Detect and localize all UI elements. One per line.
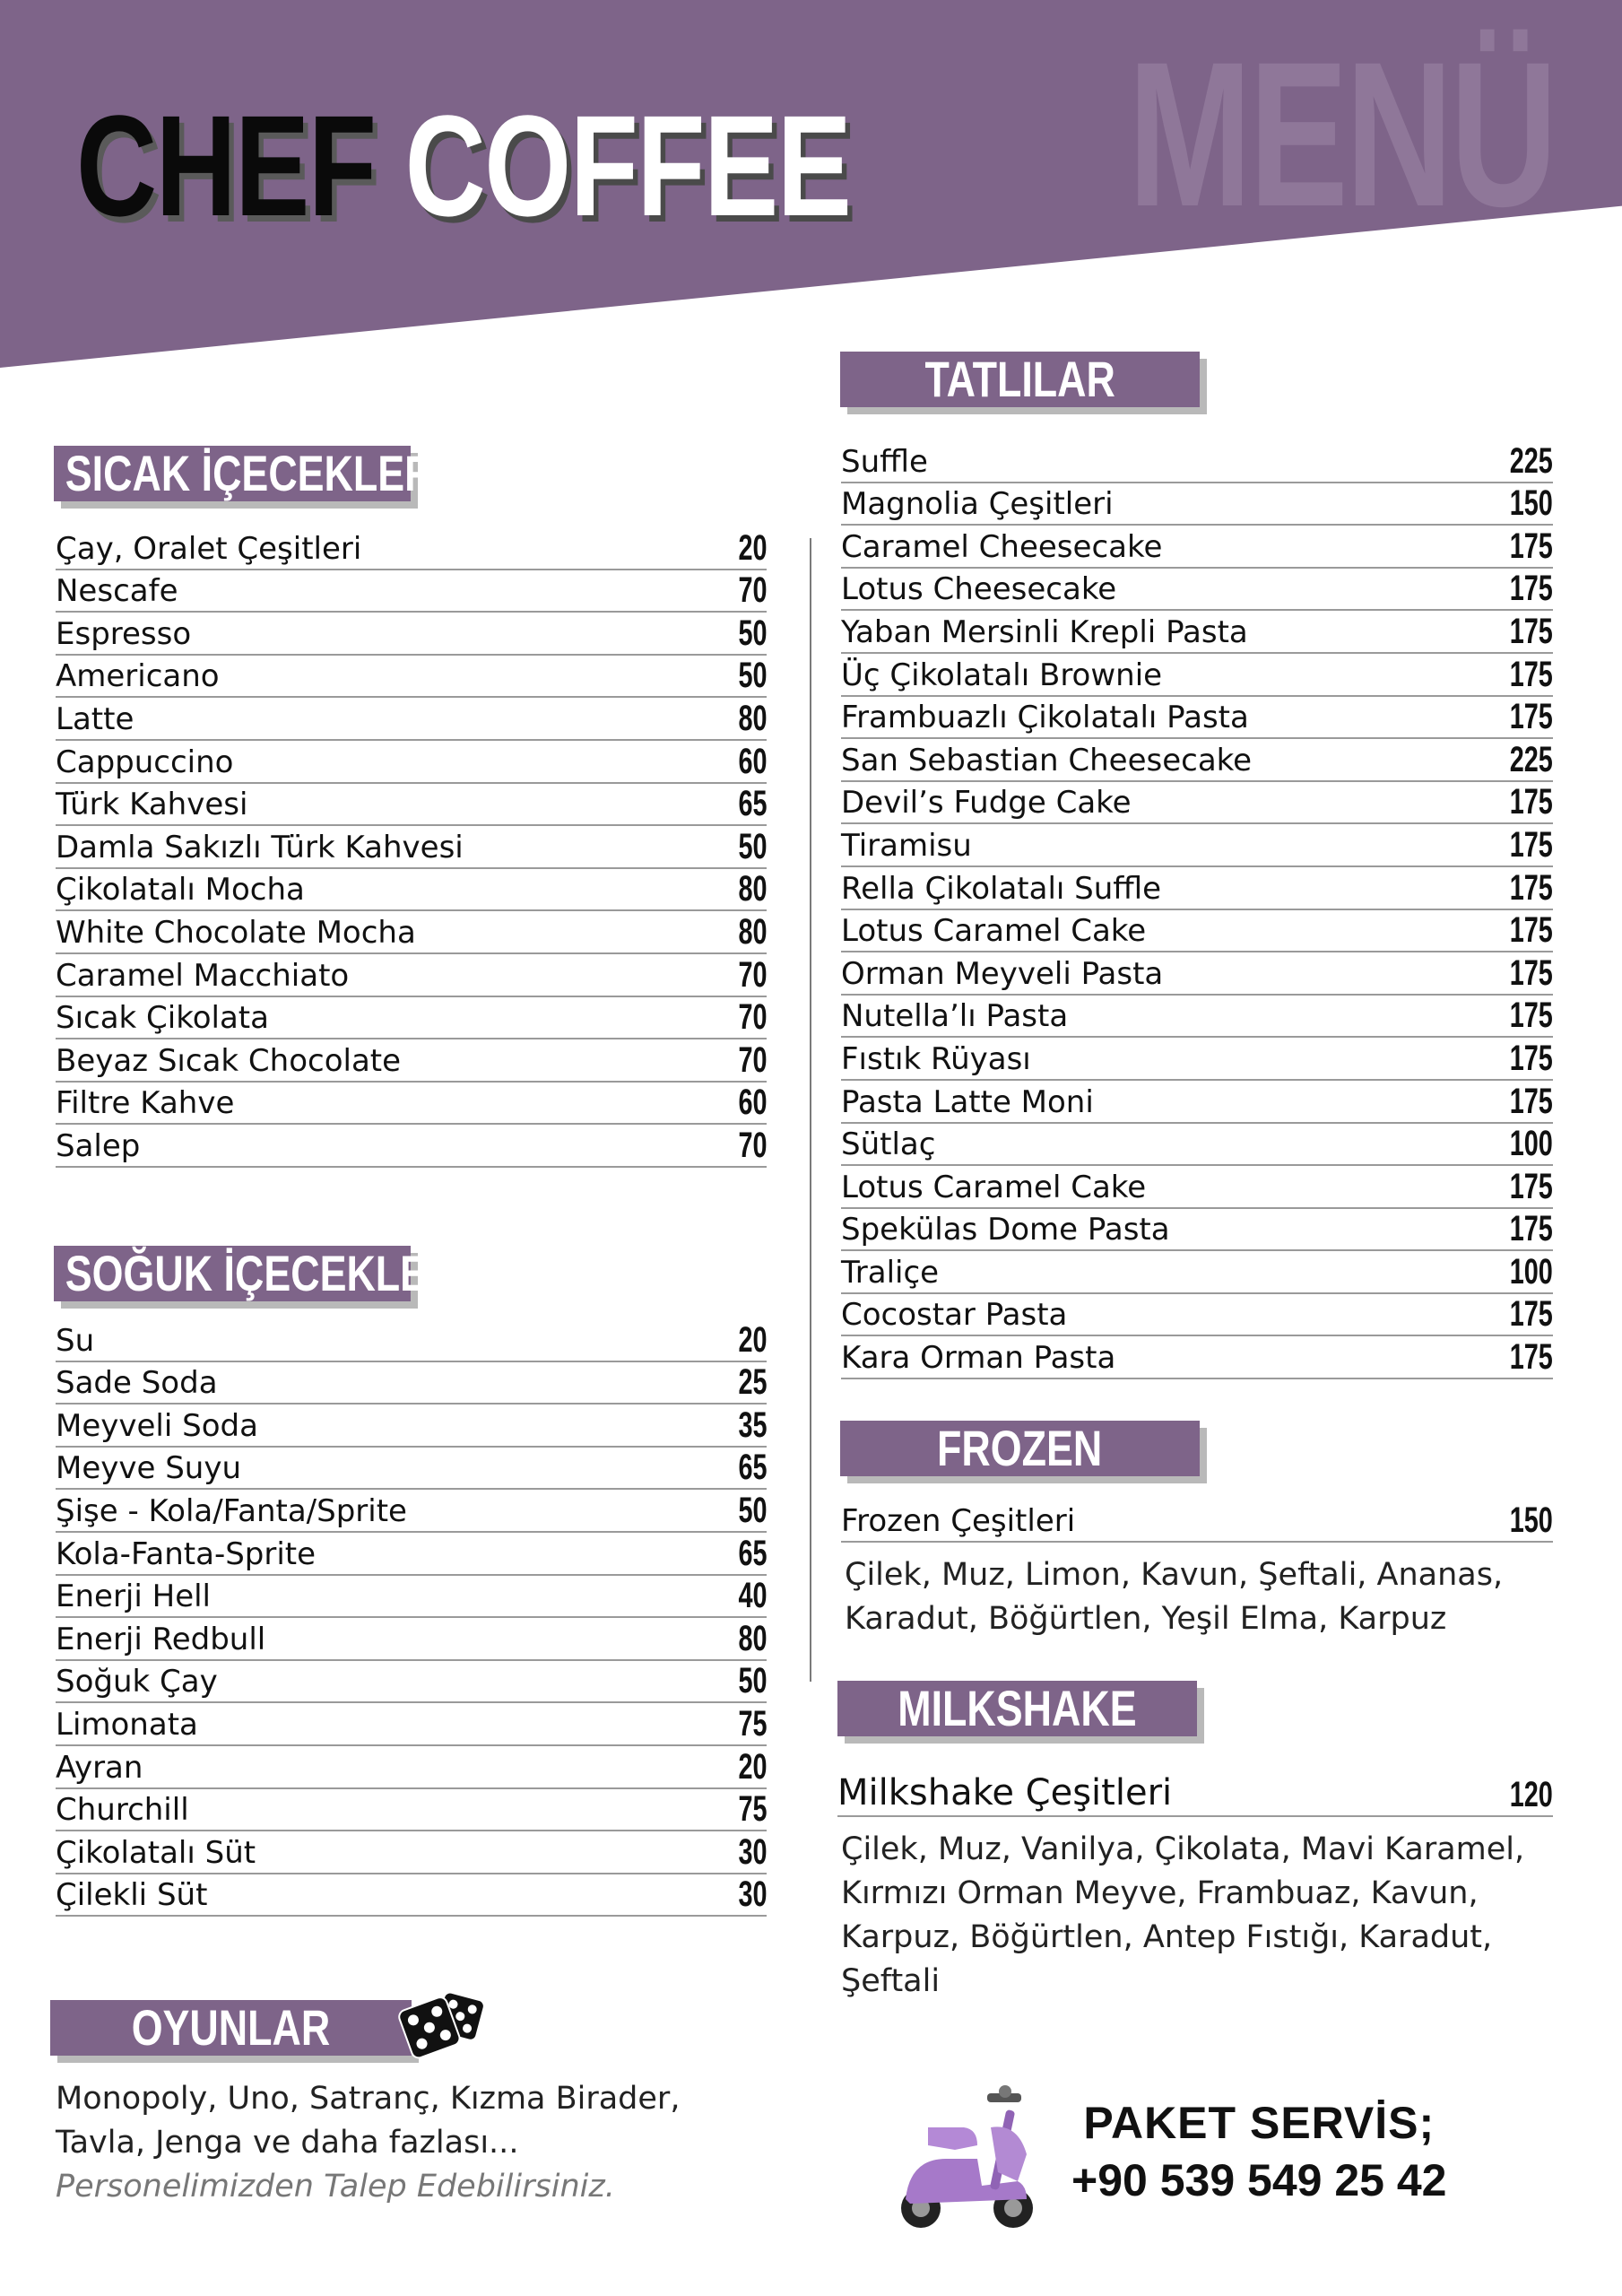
item-name: Sıcak Çikolata: [56, 1000, 269, 1037]
item-name: Espresso: [56, 615, 192, 652]
item-name: Çilekli Süt: [56, 1877, 208, 1914]
item-price: 50: [737, 1661, 767, 1701]
item-name: Türk Kahvesi: [56, 787, 248, 823]
menu-row: [56, 1703, 767, 1746]
menu-row: [56, 1746, 767, 1789]
item-name: Churchill: [56, 1792, 189, 1829]
item-name: Çay, Oralet Çeşitleri: [56, 530, 362, 567]
item-name: Enerji Redbull: [56, 1621, 266, 1657]
games-note: Personelimizden Talep Edebilirsiniz.: [56, 2169, 615, 2205]
item-price: 225: [1509, 440, 1553, 481]
menu-row: [56, 1490, 767, 1533]
item-name: White Chocolate Mocha: [56, 914, 416, 951]
item-price: 175: [1509, 952, 1553, 993]
item-name: Su: [56, 1322, 95, 1359]
milkshake-line4: Şeftali: [841, 1963, 941, 1999]
menu-row: [56, 869, 767, 912]
frozen-list: [841, 1496, 1553, 1543]
item-price: 80: [737, 869, 767, 909]
item-price: 50: [737, 656, 767, 696]
item-name: Rella Çikolatalı Suffle: [841, 870, 1162, 907]
milkshake-title: MILKSHAKE: [898, 1680, 1137, 1736]
menu-row: [56, 1661, 767, 1704]
item-price: 20: [737, 527, 767, 568]
menu-row: [841, 1336, 1553, 1379]
item-name: Üç Çikolatalı Brownie: [841, 657, 1163, 693]
item-name: Çikolatalı Süt: [56, 1834, 256, 1871]
games-text: [56, 2077, 680, 2209]
item-price: 60: [737, 741, 767, 781]
milkshake-header: [837, 1681, 1197, 1736]
item-name: Caramel Macchiato: [56, 957, 350, 994]
menu-watermark: MENÜ: [1127, 19, 1555, 249]
item-name: Meyveli Soda: [56, 1407, 258, 1444]
brand-title: [76, 85, 851, 246]
item-name: Lotus Caramel Cake: [841, 913, 1147, 950]
menu-row: [56, 1083, 767, 1126]
milkshake-flavors: [841, 1828, 1524, 2004]
menu-row: [841, 1124, 1553, 1167]
brand-part2: COFFEE: [404, 85, 851, 246]
menu-row: [841, 1038, 1553, 1081]
item-price: 20: [737, 1319, 767, 1360]
menu-row: [56, 826, 767, 869]
item-price: 65: [737, 784, 767, 824]
games-header: [50, 2000, 412, 2056]
menu-row: [56, 1362, 767, 1405]
item-price: 65: [737, 1448, 767, 1488]
item-name: Kara Orman Pasta: [841, 1340, 1116, 1377]
item-name: Caramel Cheesecake: [841, 528, 1163, 565]
menu-row: [56, 997, 767, 1040]
item-price: 175: [1509, 910, 1553, 951]
menu-row: [56, 656, 767, 699]
games-line1: Monopoly, Uno, Satranç, Kızma Birader,: [56, 2081, 681, 2117]
menu-row: [841, 952, 1553, 996]
milkshake-item-price: 120: [1509, 1775, 1553, 1814]
menu-row: [841, 440, 1553, 483]
item-price: 80: [737, 1618, 767, 1658]
menu-row: [56, 954, 767, 997]
menu-row: [56, 784, 767, 827]
menu-row: [56, 613, 767, 656]
item-price: 30: [737, 1874, 767, 1915]
item-price: 20: [737, 1746, 767, 1787]
item-price: 70: [737, 1039, 767, 1080]
item-name: Sütlaç: [841, 1126, 936, 1163]
menu-row: [56, 911, 767, 954]
item-name: Meyve Suyu: [56, 1450, 242, 1487]
desserts-list: [841, 440, 1553, 1379]
item-price: 175: [1509, 1081, 1553, 1121]
menu-row: [56, 1618, 767, 1661]
item-price: 100: [1509, 1251, 1553, 1292]
item-price: 175: [1509, 697, 1553, 737]
milkshake-line2: Kırmızı Orman Meyve, Frambuaz, Kavun,: [841, 1875, 1479, 1911]
hot-drinks-header: [54, 445, 434, 501]
menu-row: [841, 824, 1553, 867]
item-price: 175: [1509, 1209, 1553, 1249]
menu-row: [56, 1319, 767, 1362]
menu-row: [56, 1405, 767, 1448]
item-name: Suffle: [841, 443, 928, 480]
item-price: 25: [737, 1362, 767, 1403]
item-name: Orman Meyveli Pasta: [841, 955, 1164, 992]
menu-row: [841, 910, 1553, 953]
item-price: 75: [737, 1789, 767, 1830]
menu-row: [841, 1209, 1553, 1252]
item-price: 70: [737, 570, 767, 611]
item-name: Frambuazlı Çikolatalı Pasta: [841, 700, 1249, 736]
menu-row: [841, 782, 1553, 825]
menu-row: [56, 1039, 767, 1083]
menu-row: [56, 741, 767, 784]
item-name: Ayran: [56, 1749, 143, 1786]
item-price: 175: [1509, 824, 1553, 865]
item-name: Kola-Fanta-Sprite: [56, 1535, 317, 1572]
menu-row: [841, 1294, 1553, 1337]
item-name: San Sebastian Cheesecake: [841, 742, 1253, 778]
item-name: Cappuccino: [56, 744, 234, 780]
item-price: 70: [737, 1125, 767, 1165]
item-name: Cocostar Pasta: [841, 1297, 1068, 1334]
cold-drinks-title: SOĞUK İÇECEKLER: [65, 1245, 456, 1301]
menu-row: [56, 1789, 767, 1832]
item-name: Yaban Mersinli Krepli Pasta: [841, 613, 1248, 650]
menu-row: [56, 1831, 767, 1874]
hot-drinks-title: SICAK İÇECEKLER: [65, 445, 434, 501]
item-price: 70: [737, 997, 767, 1038]
games-line2: Tavla, Jenga ve daha fazlası...: [56, 2125, 519, 2161]
menu-row: [56, 1533, 767, 1576]
item-price: 80: [737, 911, 767, 952]
item-name: Tiramisu: [841, 827, 972, 864]
item-price: 175: [1509, 654, 1553, 694]
menu-row: [56, 1125, 767, 1168]
item-price: 175: [1509, 1337, 1553, 1378]
menu-row: [56, 570, 767, 613]
menu-row: [841, 739, 1553, 782]
item-price: 175: [1509, 611, 1553, 651]
desserts-title: TATLILAR: [924, 351, 1115, 407]
item-name: Pasta Latte Moni: [841, 1083, 1094, 1120]
frozen-item-name: Frozen Çeşitleri: [841, 1503, 1076, 1539]
item-price: 175: [1509, 867, 1553, 908]
cold-drinks-header: [54, 1245, 456, 1301]
item-name: Çikolatalı Mocha: [56, 872, 305, 909]
delivery-info: [1071, 2094, 1446, 2209]
item-price: 60: [737, 1083, 767, 1123]
frozen-line1: Çilek, Muz, Limon, Kavun, Şeftali, Ananas,: [845, 1557, 1504, 1593]
menu-row: [56, 1448, 767, 1491]
delivery-label: PAKET SERVİS;: [1083, 2098, 1436, 2148]
item-price: 50: [737, 826, 767, 866]
frozen-header: [840, 1421, 1200, 1476]
milkshake-row: [837, 1761, 1553, 1817]
menu-row: [841, 654, 1553, 697]
item-name: Magnolia Çeşitleri: [841, 486, 1114, 523]
delivery-phone: +90 539 549 25 42: [1071, 2155, 1447, 2205]
item-price: 175: [1509, 569, 1553, 609]
milkshake-list: [837, 1761, 1553, 1817]
item-name: Beyaz Sıcak Chocolate: [56, 1042, 402, 1079]
brand-part1: CHEF: [76, 85, 376, 246]
item-name: Americano: [56, 658, 220, 695]
item-name: Enerji Hell: [56, 1578, 212, 1615]
item-price: 80: [737, 698, 767, 738]
frozen-title: FROZEN: [937, 1420, 1103, 1476]
item-price: 175: [1509, 1166, 1553, 1206]
frozen-flavors: [845, 1553, 1503, 1641]
scooter-icon: [892, 2074, 1045, 2235]
item-price: 65: [737, 1533, 767, 1573]
item-name: Devil’s Fudge Cake: [841, 785, 1132, 822]
item-name: Spekülas Dome Pasta: [841, 1212, 1170, 1248]
item-name: Fıstık Rüyası: [841, 1040, 1031, 1077]
menu-row: [56, 1874, 767, 1918]
item-name: Latte: [56, 700, 134, 737]
item-price: 175: [1509, 996, 1553, 1036]
milkshake-line3: Karpuz, Böğürtlen, Antep Fıstığı, Karadut,: [841, 1919, 1493, 1955]
menu-row: [841, 1251, 1553, 1294]
menu-row: [841, 1081, 1553, 1124]
menu-row: [841, 1166, 1553, 1209]
menu-row: [841, 867, 1553, 910]
item-name: Traliçe: [841, 1254, 940, 1291]
item-price: 175: [1509, 1038, 1553, 1078]
milkshake-item-name: Milkshake Çeşitleri: [837, 1772, 1173, 1813]
menu-row: [56, 698, 767, 741]
item-name: Limonata: [56, 1706, 198, 1743]
item-price: 35: [737, 1405, 767, 1445]
item-name: Soğuk Çay: [56, 1664, 218, 1700]
item-price: 50: [737, 613, 767, 653]
item-price: 175: [1509, 782, 1553, 822]
menu-row: [841, 569, 1553, 612]
dice-icon: [381, 1984, 498, 2074]
desserts-header: [840, 352, 1200, 407]
item-name: Şişe - Kola/Fanta/Sprite: [56, 1492, 407, 1529]
menu-row: [841, 483, 1553, 526]
item-price: 175: [1509, 526, 1553, 566]
games-title: OYUNLAR: [131, 1999, 331, 2056]
cold-drinks-list: [56, 1319, 767, 1917]
milkshake-line1: Çilek, Muz, Vanilya, Çikolata, Mavi Karamel,: [841, 1831, 1525, 1867]
item-price: 40: [737, 1576, 767, 1616]
column-divider: [810, 538, 811, 1682]
item-name: Nescafe: [56, 573, 178, 610]
frozen-line2: Karadut, Böğürtlen, Yeşil Elma, Karpuz: [845, 1601, 1447, 1637]
item-name: Sade Soda: [56, 1365, 218, 1402]
menu-row: [56, 1576, 767, 1619]
item-price: 175: [1509, 1294, 1553, 1335]
menu-row: [841, 526, 1553, 569]
item-price: 225: [1509, 739, 1553, 779]
item-name: Salep: [56, 1127, 141, 1164]
item-name: Filtre Kahve: [56, 1085, 235, 1122]
item-price: 150: [1509, 483, 1553, 524]
item-name: Nutella’lı Pasta: [841, 998, 1069, 1035]
hot-drinks-list: [56, 527, 767, 1168]
item-name: Damla Sakızlı Türk Kahvesi: [56, 829, 464, 865]
item-price: 70: [737, 954, 767, 995]
menu-row: [841, 996, 1553, 1039]
item-name: Lotus Caramel Cake: [841, 1169, 1147, 1205]
item-price: 100: [1509, 1124, 1553, 1164]
item-price: 30: [737, 1831, 767, 1872]
item-price: 50: [737, 1490, 767, 1530]
item-price: 75: [737, 1703, 767, 1744]
item-name: Lotus Cheesecake: [841, 571, 1117, 608]
menu-row: [56, 527, 767, 570]
menu-row: [841, 611, 1553, 654]
frozen-item-price: 150: [1509, 1500, 1553, 1540]
menu-row: [841, 697, 1553, 740]
frozen-row: [841, 1496, 1553, 1543]
